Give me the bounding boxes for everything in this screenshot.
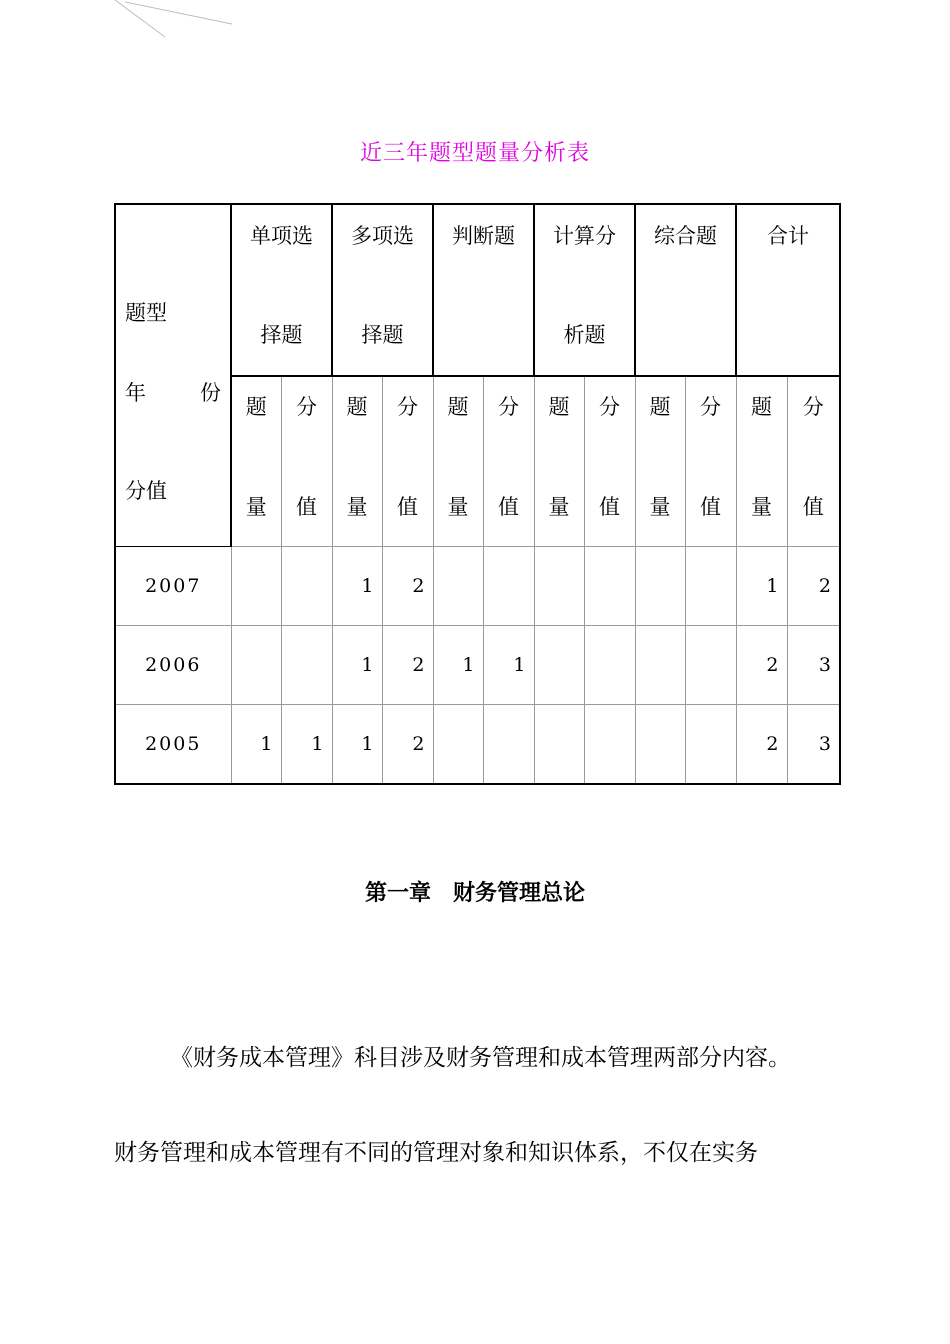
table-cell [635, 547, 685, 626]
page-corner-mark [0, 0, 240, 45]
sub-header-score: 分 值 [483, 376, 534, 547]
paragraph-line: 财务管理和成本管理有不同的管理对象和知识体系，不仅在实务 [114, 1140, 758, 1166]
table-cell [433, 547, 483, 626]
sub-header-count: 题 量 [534, 376, 584, 547]
table-cell [685, 626, 736, 705]
header-true-false: 判断题 [433, 204, 534, 376]
table-cell [281, 547, 332, 626]
table-cell [483, 547, 534, 626]
table-cell [635, 705, 685, 785]
corner-score-label: 分值 [125, 479, 167, 503]
table-row [115, 705, 840, 785]
table-cell [231, 626, 281, 705]
corner-year-label-left: 年 [125, 381, 146, 405]
question-analysis-table [114, 203, 841, 785]
table-cell: 1 [281, 705, 332, 785]
table-cell: 1 [332, 705, 382, 785]
sub-header-count: 题 量 [736, 376, 787, 547]
table-cell: 2 [382, 705, 433, 785]
table-cell: 3 [787, 626, 840, 705]
table-cell: 2 [736, 705, 787, 785]
sub-header-score: 分 值 [787, 376, 840, 547]
table-cell: 1 [231, 705, 281, 785]
header-single-choice: 单项选 择题 [231, 204, 332, 376]
table-cell [483, 705, 534, 785]
year-cell: 2005 [115, 705, 231, 785]
table-cell [534, 547, 584, 626]
table-row [115, 626, 840, 705]
table-cell [685, 547, 736, 626]
sub-header-score: 分 值 [382, 376, 433, 547]
table-cell [534, 705, 584, 785]
table-cell: 2 [382, 547, 433, 626]
header-total: 合计 [736, 204, 840, 376]
chapter-title: 第一章 财务管理总论 [364, 881, 585, 906]
table-cell [534, 626, 584, 705]
sub-header-count: 题 量 [433, 376, 483, 547]
sub-header-count: 题 量 [332, 376, 382, 547]
corner-year-label-right: 份 [200, 381, 221, 405]
table-cell: 1 [736, 547, 787, 626]
table-cell: 1 [332, 626, 382, 705]
year-cell: 2006 [115, 626, 231, 705]
table-title: 近三年题型题量分析表 [359, 141, 590, 166]
corner-type-label: 题型 [125, 301, 167, 325]
table-cell: 1 [433, 626, 483, 705]
sub-header-score: 分 值 [281, 376, 332, 547]
table-cell: 3 [787, 705, 840, 785]
header-comprehensive: 综合题 [635, 204, 736, 376]
table-row [115, 547, 840, 626]
table-cell [685, 705, 736, 785]
header-multiple-choice: 多项选 择题 [332, 204, 433, 376]
year-cell: 2007 [115, 547, 231, 626]
table-cell [584, 547, 635, 626]
sub-header-score: 分 值 [685, 376, 736, 547]
table-cell [584, 705, 635, 785]
table-cell [433, 705, 483, 785]
sub-header-count: 题 量 [231, 376, 281, 547]
header-calculation: 计算分 析题 [534, 204, 635, 376]
table-cell [635, 626, 685, 705]
table-cell [231, 547, 281, 626]
table-cell: 2 [382, 626, 433, 705]
paragraph-line: 《财务成本管理》科目涉及财务管理和成本管理两部分内容。 [170, 1045, 791, 1071]
sub-header-score: 分 值 [584, 376, 635, 547]
table-cell: 1 [332, 547, 382, 626]
table-cell [584, 626, 635, 705]
table-cell: 1 [483, 626, 534, 705]
table-cell [281, 626, 332, 705]
table-cell: 2 [736, 626, 787, 705]
table-cell: 2 [787, 547, 840, 626]
sub-header-count: 题 量 [635, 376, 685, 547]
corner-header-cell [115, 204, 231, 547]
